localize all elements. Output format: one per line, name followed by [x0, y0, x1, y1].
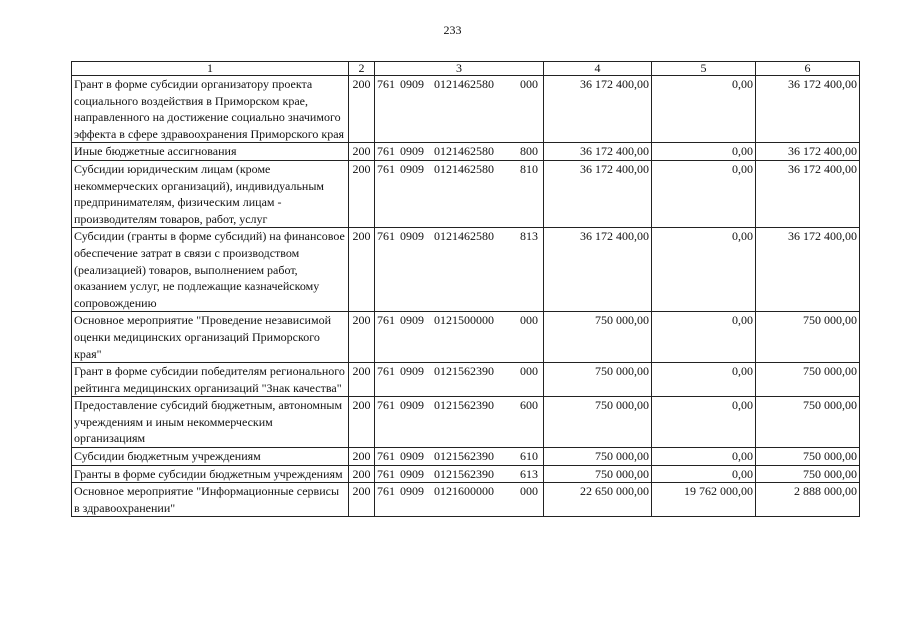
budget-table: [71, 61, 860, 517]
header-col-6: 6: [756, 62, 860, 76]
row-col-6: 36 172 400,00: [756, 228, 860, 312]
code-section: 0909: [400, 449, 424, 464]
row-codes: [375, 448, 544, 466]
row-col-6: 750 000,00: [756, 397, 860, 448]
code-department: 761: [377, 161, 395, 176]
row-col-6: 750 000,00: [756, 363, 860, 397]
code-section: 0909: [400, 313, 424, 328]
header-col-3: 3: [375, 62, 544, 76]
row-col-4: 36 172 400,00: [544, 228, 652, 312]
table-row: [72, 143, 860, 161]
row-col-4: 750 000,00: [544, 363, 652, 397]
code-expense-type: 000: [520, 484, 538, 499]
row-col-5: 19 762 000,00: [652, 483, 756, 517]
table-row: [72, 448, 860, 466]
table-header-row: [72, 62, 860, 76]
row-col-5: 0,00: [652, 160, 756, 227]
row-col-6: 750 000,00: [756, 465, 860, 483]
code-department: 761: [377, 77, 395, 91]
code-department: 761: [377, 484, 395, 499]
code-expense-type: 813: [520, 229, 538, 244]
code-section: 0909: [400, 484, 424, 499]
code-department: 761: [377, 466, 395, 481]
row-col-4: 36 172 400,00: [544, 76, 652, 143]
row-col-5: 0,00: [652, 143, 756, 161]
header-col-1: 1: [72, 62, 349, 76]
page-number: 233: [443, 23, 462, 37]
code-target-article: 0121562390: [434, 398, 494, 413]
row-col-2: 200: [349, 448, 375, 466]
row-name: Субсидии юридическим лицам (кроме некоммерческих организаций), индивидуальным предпринимателям, физическим лицам - производителям товаров, работ, услуг: [72, 160, 349, 227]
code-department: 761: [377, 364, 395, 379]
table-row: [72, 483, 860, 517]
code-expense-type: 000: [520, 77, 538, 91]
code-section: 0909: [400, 466, 424, 481]
row-col-6: 36 172 400,00: [756, 143, 860, 161]
row-col-2: 200: [349, 363, 375, 397]
row-col-5: 0,00: [652, 228, 756, 312]
code-expense-type: 610: [520, 449, 538, 464]
row-col-6: 2 888 000,00: [756, 483, 860, 517]
table-row: [72, 160, 860, 227]
row-col-2: 200: [349, 143, 375, 161]
row-col-4: 22 650 000,00: [544, 483, 652, 517]
row-col-2: 200: [349, 483, 375, 517]
row-col-6: 36 172 400,00: [756, 160, 860, 227]
row-col-2: 200: [349, 76, 375, 143]
code-expense-type: 000: [520, 313, 538, 328]
code-expense-type: 800: [520, 144, 538, 159]
code-expense-type: 000: [520, 364, 538, 379]
row-col-4: 36 172 400,00: [544, 143, 652, 161]
row-col-5: 0,00: [652, 448, 756, 466]
row-name: Субсидии бюджетным учреждениям: [72, 448, 349, 466]
row-col-4: 750 000,00: [544, 312, 652, 363]
code-department: 761: [377, 313, 395, 328]
row-codes: [375, 76, 544, 143]
row-col-6: 750 000,00: [756, 312, 860, 363]
row-col-5: 0,00: [652, 363, 756, 397]
code-target-article: 0121562390: [434, 466, 494, 481]
row-col-2: 200: [349, 160, 375, 227]
row-col-5: 0,00: [652, 76, 756, 143]
header-col-5: 5: [652, 62, 756, 76]
row-codes: [375, 397, 544, 448]
code-department: 761: [377, 398, 395, 413]
row-col-6: 36 172 400,00: [756, 76, 860, 143]
code-expense-type: 600: [520, 398, 538, 413]
code-target-article: 0121500000: [434, 313, 494, 328]
code-department: 761: [377, 229, 395, 244]
table-row: [72, 228, 860, 312]
row-name: Основное мероприятие "Проведение независимой оценки медицинских организаций Приморского края": [72, 312, 349, 363]
code-expense-type: 810: [520, 161, 538, 176]
code-target-article: 0121462580: [434, 77, 494, 91]
row-col-2: 200: [349, 465, 375, 483]
row-col-2: 200: [349, 228, 375, 312]
row-codes: [375, 483, 544, 517]
table-row: [72, 465, 860, 483]
row-col-5: 0,00: [652, 397, 756, 448]
row-col-5: 0,00: [652, 465, 756, 483]
table-row: [72, 312, 860, 363]
row-codes: [375, 465, 544, 483]
row-name: Основное мероприятие "Информационные сервисы в здравоохранении": [72, 483, 349, 517]
row-col-4: 36 172 400,00: [544, 160, 652, 227]
code-target-article: 0121562390: [434, 364, 494, 379]
code-target-article: 0121462580: [434, 161, 494, 176]
code-target-article: 0121462580: [434, 144, 494, 159]
row-col-2: 200: [349, 397, 375, 448]
code-section: 0909: [400, 144, 424, 159]
row-col-5: 0,00: [652, 312, 756, 363]
code-section: 0909: [400, 229, 424, 244]
code-section: 0909: [400, 161, 424, 176]
code-target-article: 0121462580: [434, 229, 494, 244]
row-codes: [375, 312, 544, 363]
code-expense-type: 613: [520, 466, 538, 481]
row-name: Грант в форме субсидии победителям регионального рейтинга медицинских организаций "Знак качества": [72, 363, 349, 397]
row-name: Субсидии (гранты в форме субсидий) на финансовое обеспечение затрат в связи с производством (реализацией) товаров, выполнением работ, оказанием услуг, не подлежащие казначейскому сопровождению: [72, 228, 349, 312]
row-col-4: 750 000,00: [544, 397, 652, 448]
code-target-article: 0121562390: [434, 449, 494, 464]
row-col-4: 750 000,00: [544, 465, 652, 483]
row-col-6: 750 000,00: [756, 448, 860, 466]
table-row: [72, 363, 860, 397]
row-codes: [375, 228, 544, 312]
row-col-4: 750 000,00: [544, 448, 652, 466]
code-department: 761: [377, 144, 395, 159]
row-codes: [375, 363, 544, 397]
header-col-4: 4: [544, 62, 652, 76]
code-section: 0909: [400, 398, 424, 413]
row-name: Иные бюджетные ассигнования: [72, 143, 349, 161]
header-col-2: 2: [349, 62, 375, 76]
row-codes: [375, 160, 544, 227]
code-target-article: 0121600000: [434, 484, 494, 499]
row-codes: [375, 143, 544, 161]
table-row: [72, 76, 860, 143]
row-name: Грант в форме субсидии организатору проекта социального воздействия в Приморском крае, направленного на достижение социально значимого эффекта в сфере здравоохранения Приморского края: [72, 76, 349, 143]
row-name: Гранты в форме субсидии бюджетным учреждениям: [72, 465, 349, 483]
row-col-2: 200: [349, 312, 375, 363]
row-name: Предоставление субсидий бюджетным, автономным учреждениям и иным некоммерческим организациям: [72, 397, 349, 448]
code-department: 761: [377, 449, 395, 464]
code-section: 0909: [400, 77, 424, 91]
table-row: [72, 397, 860, 448]
code-section: 0909: [400, 364, 424, 379]
